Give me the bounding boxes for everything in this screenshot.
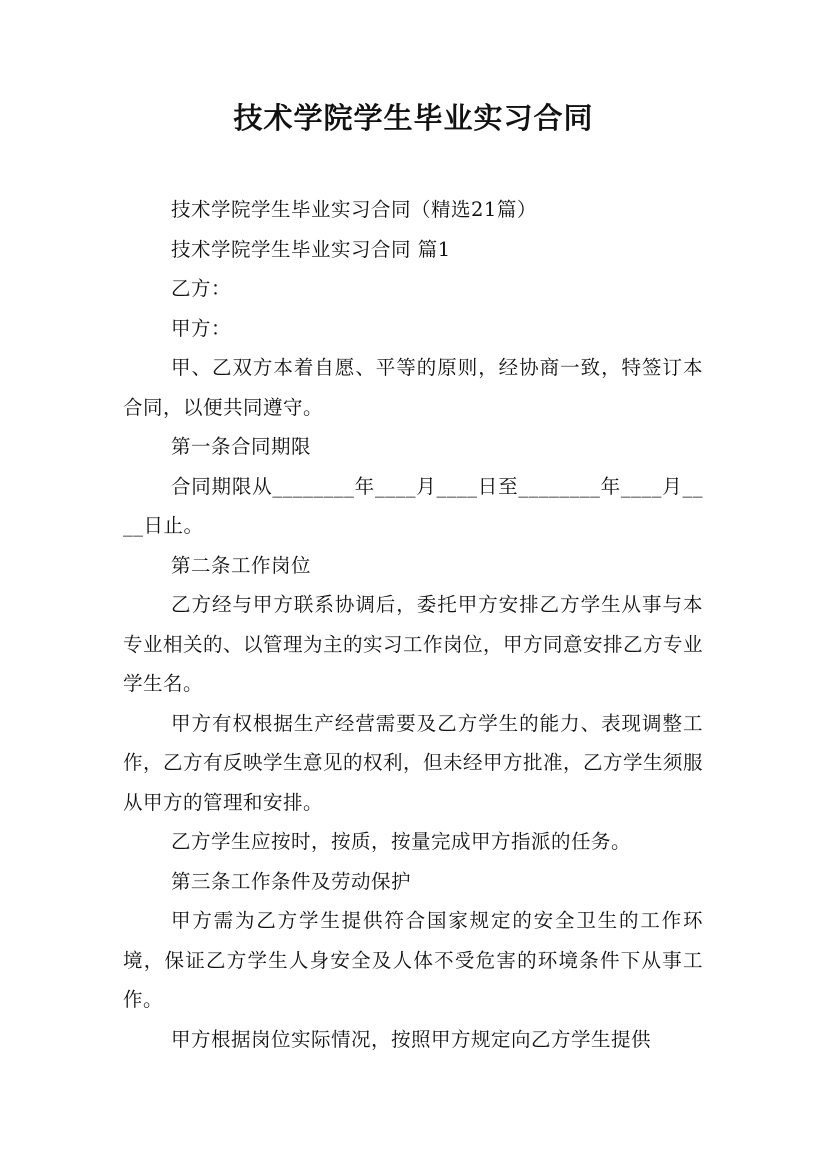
article-heading: 第三条工作条件及劳动保护 [171, 869, 412, 893]
subtitle-paragraph: 技术学院学生毕业实习合同（精选21篇） [171, 198, 537, 221]
document-title: 技术学院学生毕业实习合同 [233, 101, 594, 135]
party-b-line: 乙方： [171, 277, 232, 300]
party-a-line: 甲方： [171, 316, 232, 340]
body-paragraph: 甲方需为乙方学生提供符合国家规定的安全卫生的工作环境，保证乙方学生人身安全及人体不受危害的环境条件下从事工作。 [123, 909, 703, 1011]
document-body [123, 190, 703, 1059]
article-heading: 第一条合同期限 [171, 435, 312, 458]
article-heading: 第二条工作岗位 [171, 553, 312, 577]
preamble-paragraph: 甲、乙双方本着自愿、平等的原则，经协商一致，特签订本合同，以便共同遵守。 [123, 356, 703, 419]
body-paragraph: 甲方有权根据生产经营需要及乙方学生的能力、表现调整工作，乙方有反映学生意见的权利，但未经甲方批准，乙方学生须服从甲方的管理和安排。 [123, 711, 704, 814]
section-heading: 技术学院学生毕业实习合同 篇1 [171, 237, 451, 261]
body-paragraph: 甲方根据岗位实际情况，按照甲方规定向乙方学生提供 [171, 1027, 652, 1051]
contract-term-paragraph: 合同期限从________年____月____日至________年____月____日止。 [123, 474, 703, 537]
body-paragraph: 乙方学生应按时，按质，按量完成甲方指派的任务。 [171, 830, 632, 853]
body-paragraph: 乙方经与甲方联系协调后，委托甲方安排乙方学生从事与本专业相关的、以管理为主的实习工作岗位，甲方同意安排乙方专业学生名。 [123, 593, 704, 695]
